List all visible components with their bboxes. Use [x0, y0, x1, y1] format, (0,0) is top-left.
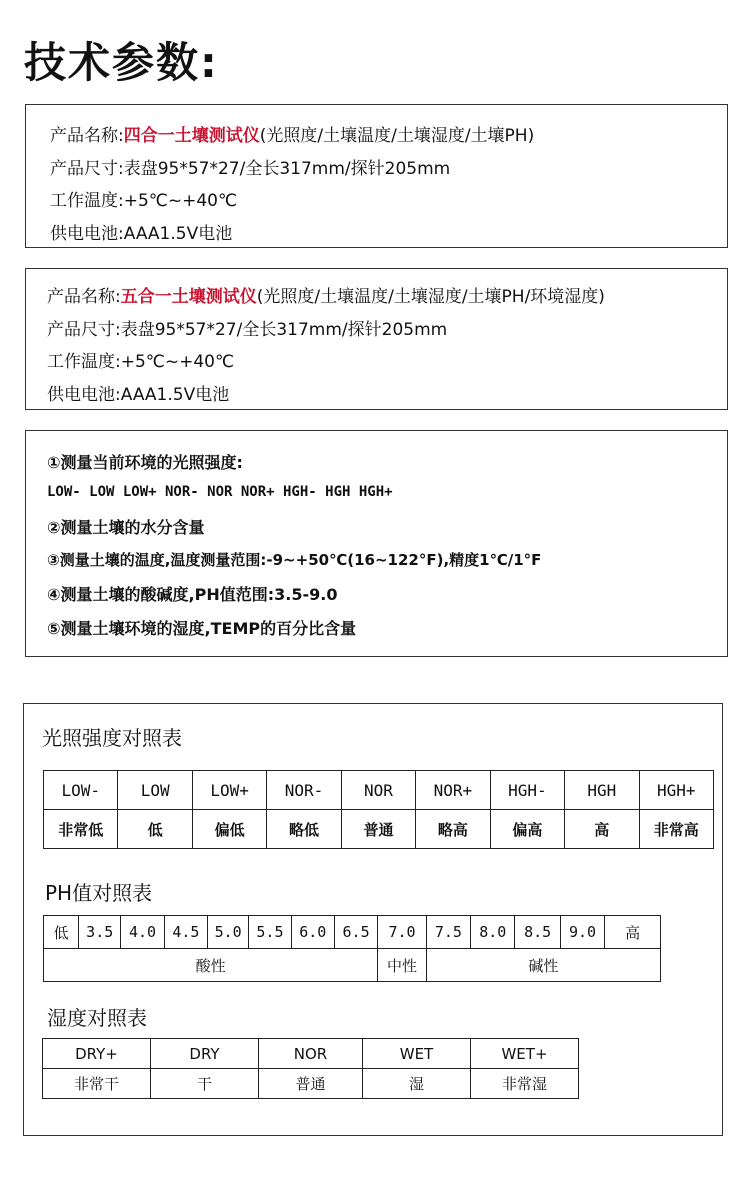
light-meaning-cell: 普通 — [341, 810, 415, 849]
light-code-cell: NOR — [341, 771, 415, 810]
ph-scale-cell: 7.0 — [378, 916, 426, 949]
humidity-code-cell: NOR — [259, 1039, 363, 1069]
feature-3: ③测量土壤的温度,温度测量范围:-9~+50℃(16~122°F),精度1℃/1°F — [47, 551, 542, 569]
spec4-battery: 供电电池:AAA1.5V电池 — [50, 224, 233, 244]
light-meaning-cell: 低 — [118, 810, 192, 849]
light-meanings-row — [44, 810, 714, 849]
light-meaning-cell: 非常高 — [639, 810, 714, 849]
spec5-size: 产品尺寸:表盘95*57*27/全长317mm/探针205mm — [47, 320, 448, 340]
feature-4: ④测量土壤的酸碱度,PH值范围:3.5-9.0 — [47, 585, 338, 604]
humidity-code-cell: WET — [363, 1039, 471, 1069]
spec4-name-label: 产品名称: — [50, 126, 124, 146]
humidity-code-cell: DRY+ — [43, 1039, 151, 1069]
ph-scale-cell: 5.5 — [249, 916, 291, 949]
ph-scale-cell: 3.5 — [79, 916, 121, 949]
light-meaning-cell: 略高 — [416, 810, 490, 849]
light-table-title: 光照强度对照表 — [42, 726, 182, 750]
spec4-size: 产品尺寸:表盘95*57*27/全长317mm/探针205mm — [50, 159, 451, 179]
ph-scale-cell: 7.5 — [426, 916, 470, 949]
spec5-name-label: 产品名称: — [47, 287, 121, 307]
light-code-cell: LOW — [118, 771, 192, 810]
light-meaning-cell: 偏高 — [490, 810, 564, 849]
ph-scale-cell: 低 — [44, 916, 79, 949]
spec4-temp: 工作温度:+5℃~+40℃ — [50, 191, 238, 211]
light-code-cell: HGH- — [490, 771, 564, 810]
spec5-name-value: 五合一土壤测试仪 — [120, 287, 257, 307]
light-meaning-cell: 非常低 — [44, 810, 118, 849]
light-code-cell: NOR- — [267, 771, 341, 810]
humidity-table-title: 湿度对照表 — [47, 1006, 147, 1030]
humidity-meaning-cell: 普通 — [259, 1069, 363, 1099]
spec5-battery: 供电电池:AAA1.5V电池 — [47, 385, 230, 405]
spec4-name-suffix: (光照度/土壤温度/土壤湿度/土壤PH) — [259, 126, 535, 146]
humidity-code-cell: WET+ — [471, 1039, 579, 1069]
spec4-name-value: 四合一土壤测试仪 — [123, 126, 260, 146]
humidity-meaning-cell: 干 — [151, 1069, 259, 1099]
page-title: 技术参数: — [24, 38, 219, 87]
humidity-codes-row — [43, 1039, 579, 1069]
ph-scale-cell: 5.0 — [208, 916, 249, 949]
humidity-code-cell: DRY — [151, 1039, 259, 1069]
humidity-meaning-cell: 非常干 — [43, 1069, 151, 1099]
spec5-name-suffix: (光照度/土壤温度/土壤湿度/土壤PH/环境湿度) — [256, 287, 605, 307]
spec5-temp: 工作温度:+5℃~+40℃ — [47, 352, 235, 372]
light-meaning-cell: 高 — [565, 810, 639, 849]
ph-scale-row — [44, 916, 661, 949]
ph-scale-cell: 8.5 — [515, 916, 560, 949]
feature-5: ⑤测量土壤环境的湿度,TEMP的百分比含量 — [47, 619, 357, 638]
ph-table-title: PH值对照表 — [45, 881, 153, 905]
light-code-cell: HGH — [565, 771, 639, 810]
humidity-meanings-row — [43, 1069, 579, 1099]
ph-scale-cell: 高 — [605, 916, 661, 949]
light-meaning-cell: 略低 — [267, 810, 341, 849]
humidity-meaning-cell: 非常湿 — [471, 1069, 579, 1099]
light-table — [43, 770, 714, 849]
feature-2: ②测量土壤的水分含量 — [47, 518, 205, 537]
feature-1: ①测量当前环境的光照强度: — [47, 453, 243, 472]
spec4-name-line — [50, 121, 534, 146]
light-meaning-cell: 偏低 — [192, 810, 266, 849]
ph-scale-cell: 8.0 — [471, 916, 515, 949]
ph-scale-cell: 6.0 — [291, 916, 334, 949]
ph-category-row — [44, 949, 661, 982]
ph-neutral-cell: 中性 — [378, 949, 426, 982]
feature-light-levels: LOW- LOW LOW+ NOR- NOR NOR+ HGH- HGH HGH+ — [47, 484, 393, 500]
light-code-cell: LOW+ — [192, 771, 266, 810]
spec5-name-line — [47, 282, 605, 307]
humidity-table — [42, 1038, 579, 1099]
ph-acid-cell: 酸性 — [44, 949, 378, 982]
ph-alkaline-cell: 碱性 — [426, 949, 660, 982]
ph-scale-cell: 6.5 — [334, 916, 377, 949]
humidity-meaning-cell: 湿 — [363, 1069, 471, 1099]
ph-scale-cell: 4.0 — [121, 916, 164, 949]
light-code-cell: LOW- — [44, 771, 118, 810]
light-code-cell: NOR+ — [416, 771, 490, 810]
ph-scale-cell: 9.0 — [560, 916, 604, 949]
ph-table — [43, 915, 661, 982]
light-codes-row — [44, 771, 714, 810]
light-code-cell: HGH+ — [639, 771, 714, 810]
ph-scale-cell: 4.5 — [164, 916, 207, 949]
